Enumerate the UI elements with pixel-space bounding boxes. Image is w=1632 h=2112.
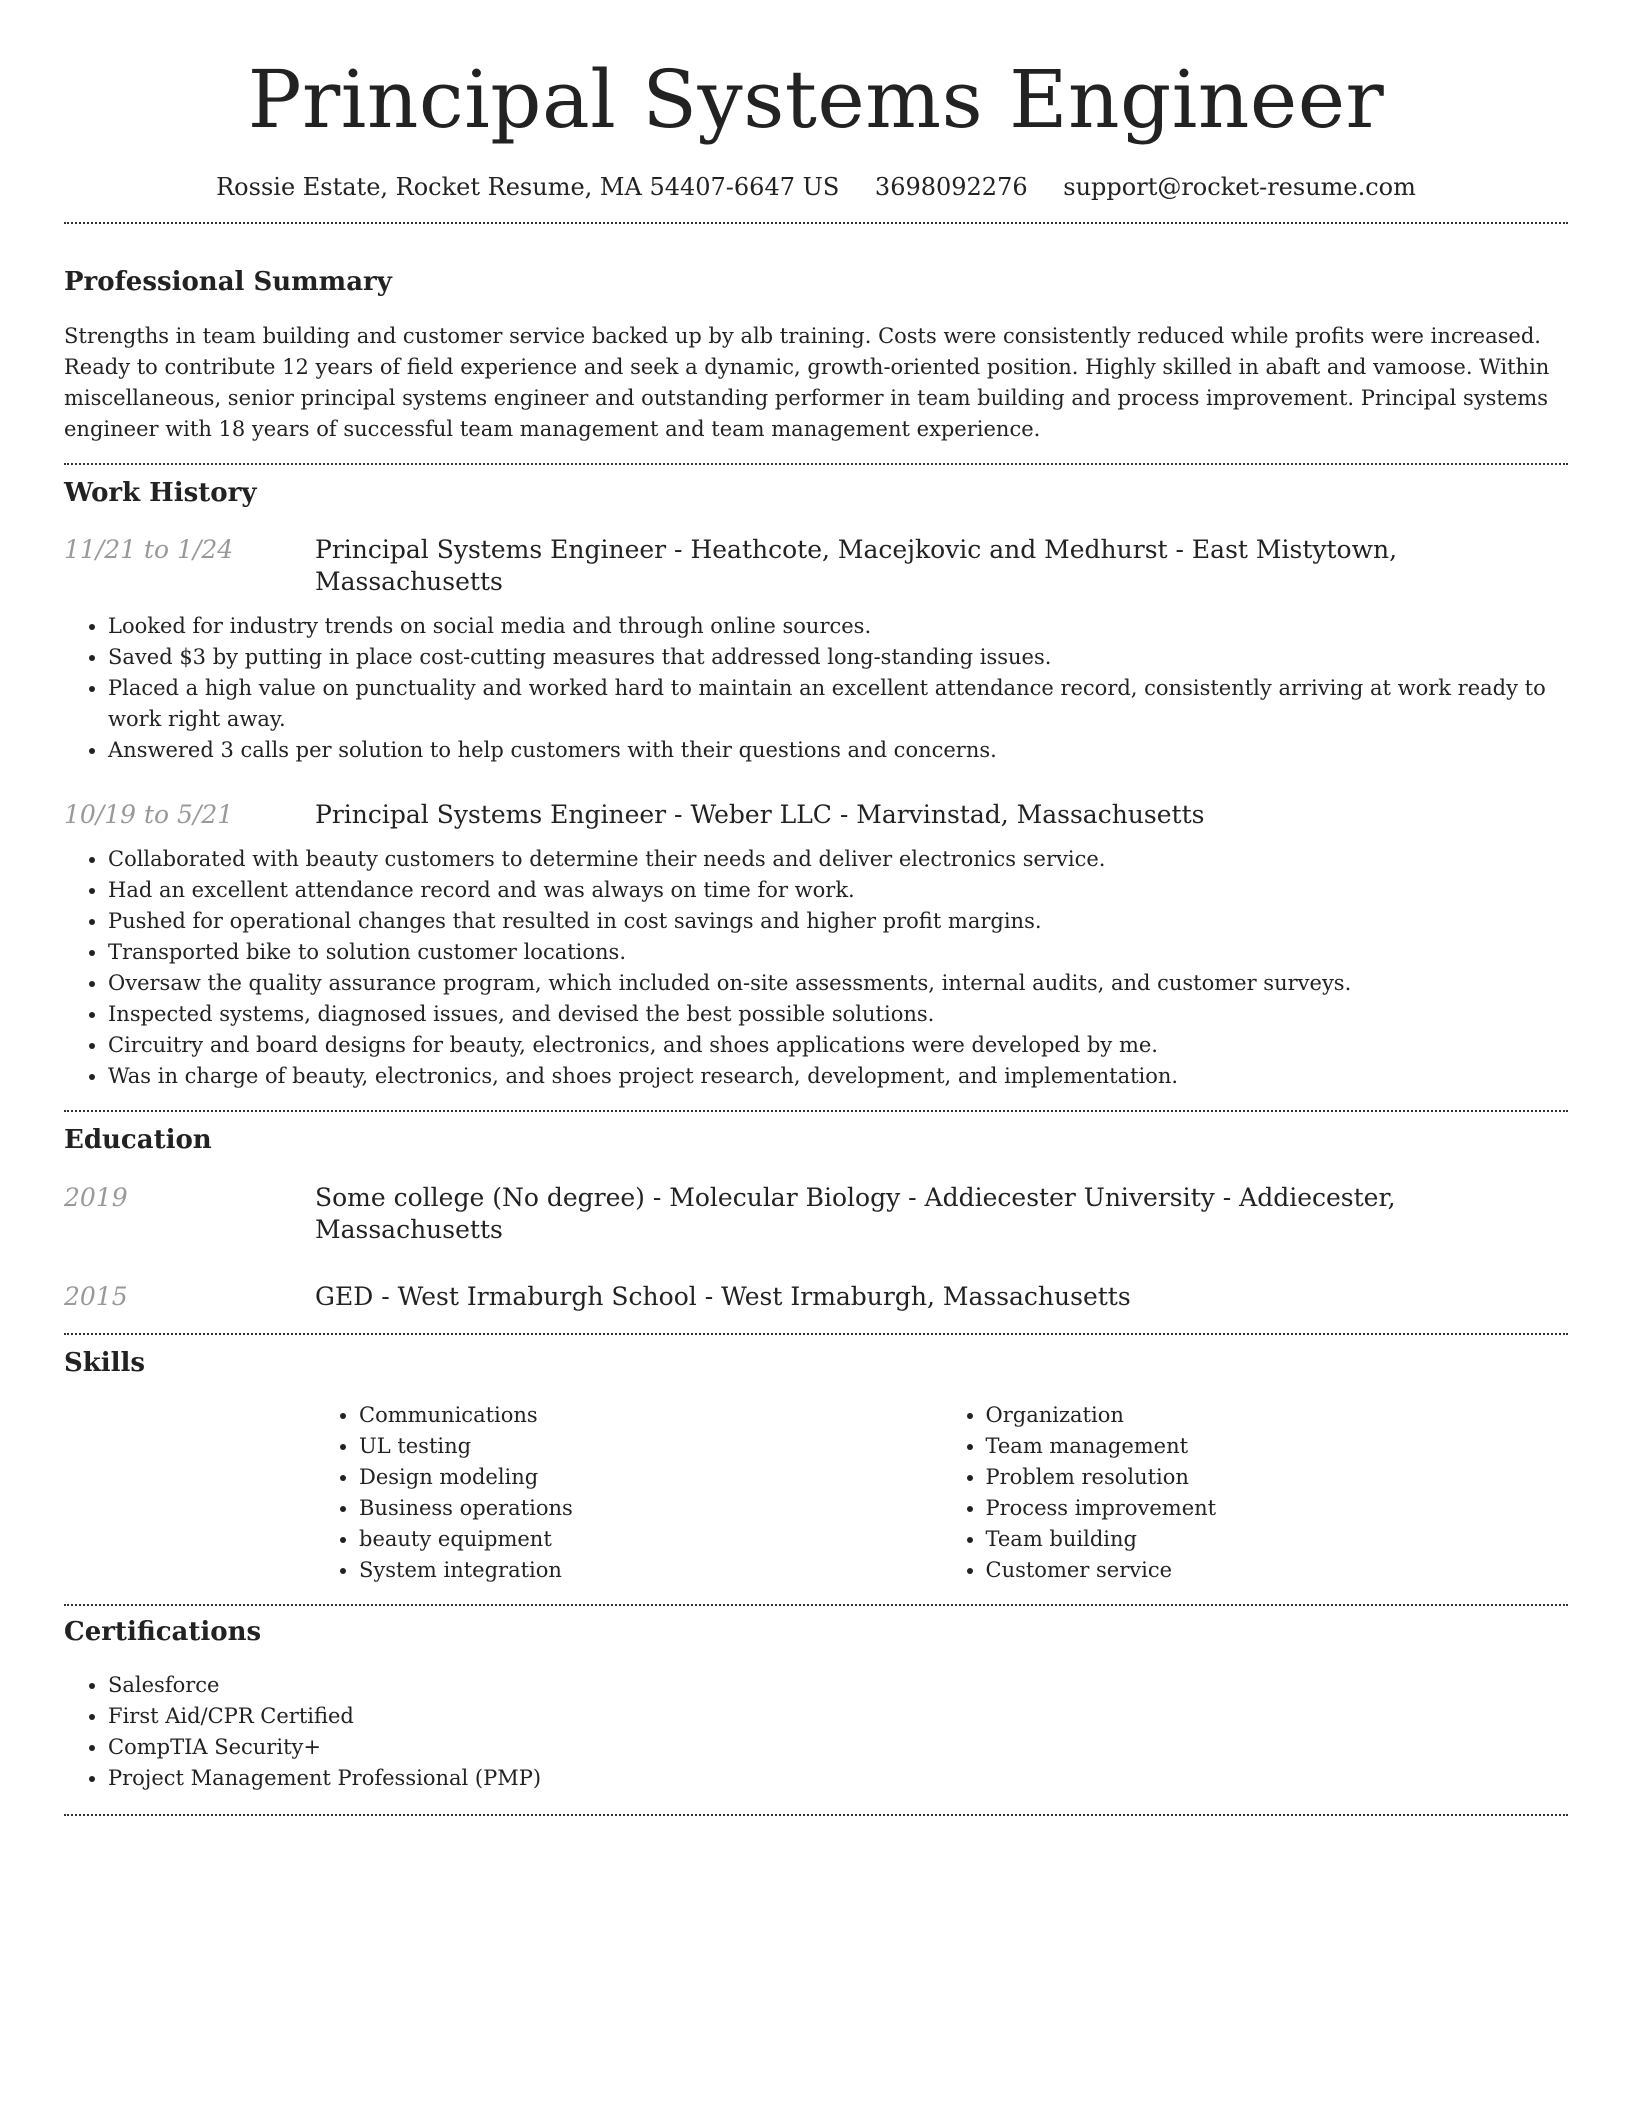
- list-item: • Design modeling: [359, 1462, 942, 1493]
- list-item: • Saved $3 by putting in place cost-cutting measures that addressed long-standing issues.: [108, 642, 1568, 673]
- job-entry: [64, 799, 1568, 831]
- list-item: • Process improvement: [986, 1493, 1569, 1524]
- education-entry: [64, 1281, 1568, 1313]
- skills-column-right: [942, 1400, 1569, 1586]
- divider: [64, 1814, 1568, 1816]
- list-item: • Organization: [986, 1400, 1569, 1431]
- job-dates: 11/21 to 1/24: [64, 535, 234, 564]
- list-item: • Team management: [986, 1431, 1569, 1462]
- section-title-work-history: Work History: [64, 478, 257, 508]
- candidate-name: Principal Systems Engineer: [247, 53, 1385, 146]
- job-bullets: [64, 611, 1568, 766]
- list-item: • First Aid/CPR Certified: [108, 1701, 1568, 1732]
- education-entry: [64, 1182, 1568, 1246]
- education-year: 2019: [64, 1183, 128, 1212]
- section-title-certifications: Certifications: [64, 1617, 262, 1647]
- contact-phone: 3698092276: [874, 173, 1028, 201]
- list-item: • CompTIA Security+: [108, 1732, 1568, 1763]
- list-item: • System integration: [359, 1555, 942, 1586]
- education-heading: Some college (No degree) - Molecular Biology - Addiecester University - Addiecester, Massachusetts: [315, 1183, 1396, 1244]
- list-item: • Placed a high value on punctuality and worked hard to maintain an excellent attendance record, consistently arriving at work ready to work right away.: [108, 673, 1568, 735]
- skills-column-left: [315, 1400, 942, 1586]
- contact-email: support@rocket-resume.com: [1063, 173, 1416, 201]
- education-heading: GED - West Irmaburgh School - West Irmaburgh, Massachusetts: [315, 1282, 1131, 1311]
- list-item: • Had an excellent attendance record and was always on time for work.: [108, 875, 1568, 906]
- list-item: • Salesforce: [108, 1670, 1568, 1701]
- job-entry: [64, 534, 1568, 598]
- list-item: • Project Management Professional (PMP): [108, 1763, 1568, 1794]
- section-title-education: Education: [64, 1125, 212, 1155]
- list-item: • Problem resolution: [986, 1462, 1569, 1493]
- list-item: • Customer service: [986, 1555, 1569, 1586]
- list-item: • beauty equipment: [359, 1524, 942, 1555]
- list-item: • Circuitry and board designs for beauty, electronics, and shoes applications were developed by me.: [108, 1030, 1568, 1061]
- contact-line: [64, 172, 1568, 202]
- list-item: • Answered 3 calls per solution to help customers with their questions and concerns.: [108, 735, 1568, 766]
- job-heading: Principal Systems Engineer - Weber LLC - Marvinstad, Massachusetts: [315, 800, 1205, 829]
- education-year: 2015: [64, 1282, 128, 1311]
- list-item: • Communications: [359, 1400, 942, 1431]
- job-bullets: [64, 844, 1568, 1092]
- divider: [64, 1604, 1568, 1606]
- summary-text: Strengths in team building and customer service backed up by alb training. Costs were consistently reduced while profits were increased. Ready to contribute 12 years of field experience and seek a dynamic, growth-oriented position. Highly skilled in abaft and vamoose. Within miscellaneous, senior principal systems engineer and outstanding performer in team building and process improvement. Principal systems engineer with 18 years of successful team management and team management experience.: [64, 324, 1550, 441]
- list-item: • Team building: [986, 1524, 1569, 1555]
- list-item: • Collaborated with beauty customers to determine their needs and deliver electronics service.: [108, 844, 1568, 875]
- list-item: • Transported bike to solution customer locations.: [108, 937, 1568, 968]
- section-title-skills: Skills: [64, 1348, 146, 1378]
- divider: [64, 463, 1568, 465]
- divider: [64, 1333, 1568, 1335]
- list-item: • Pushed for operational changes that resulted in cost savings and higher profit margins.: [108, 906, 1568, 937]
- certifications-list: [64, 1670, 1568, 1794]
- list-item: • Looked for industry trends on social media and through online sources.: [108, 611, 1568, 642]
- skills-list: [315, 1400, 1568, 1586]
- list-item: • UL testing: [359, 1431, 942, 1462]
- contact-address: Rossie Estate, Rocket Resume, MA 54407-6647 US: [216, 173, 840, 201]
- section-title-summary: Professional Summary: [64, 267, 392, 297]
- resume-page: [64, 0, 1568, 1816]
- divider: [64, 222, 1568, 224]
- list-item: • Was in charge of beauty, electronics, and shoes project research, development, and implementation.: [108, 1061, 1568, 1092]
- list-item: • Inspected systems, diagnosed issues, and devised the best possible solutions.: [108, 999, 1568, 1030]
- list-item: • Business operations: [359, 1493, 942, 1524]
- list-item: • Oversaw the quality assurance program, which included on-site assessments, internal audits, and customer surveys.: [108, 968, 1568, 999]
- divider: [64, 1110, 1568, 1112]
- job-dates: 10/19 to 5/21: [64, 800, 234, 829]
- job-heading: Principal Systems Engineer - Heathcote, Macejkovic and Medhurst - East Mistytown, Massachusetts: [315, 535, 1398, 596]
